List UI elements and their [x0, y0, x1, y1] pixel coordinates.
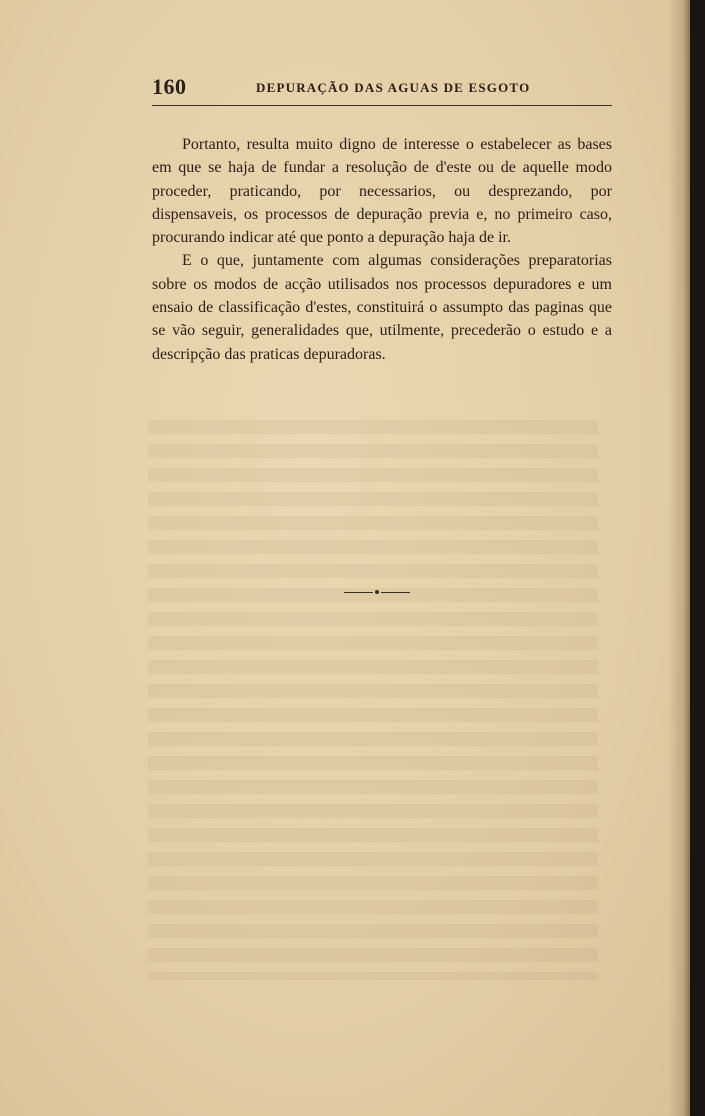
paragraph-1: Portanto, resulta muito digno de interesse o estabelecer as bases em que se haja de fundar a resolução de d'este ou de aquelle modo proceder, praticando, por necessarios, ou desprezando, por dispensaveis, os processos de depuração previa e, no primeiro caso, procurando indicar até que ponto a depuração haja de ir. [152, 136, 612, 247]
divider-dot-icon [375, 590, 379, 594]
show-through-texture [148, 420, 598, 980]
running-title: DEPURAÇÃO DAS AGUAS DE ESGOTO [256, 80, 531, 95]
header-rule [152, 105, 612, 106]
page-edge-shadow [668, 0, 690, 1116]
paragraph-2: E o que, juntamente com algumas considerações preparatorias sobre os modos de acção utilisados nos processos depuradores e um ensaio de classificação d'estes, constituirá o assumpto das paginas que se vão seguir, generalidades que, utilmente, precederão o estudo e a descripção das praticas depuradoras. [152, 252, 612, 363]
page-number: 160 [152, 74, 187, 99]
page-header [152, 74, 612, 102]
body-text [152, 133, 612, 366]
section-divider [344, 590, 410, 596]
divider-line-left [344, 592, 373, 593]
divider-line-right [381, 592, 410, 593]
